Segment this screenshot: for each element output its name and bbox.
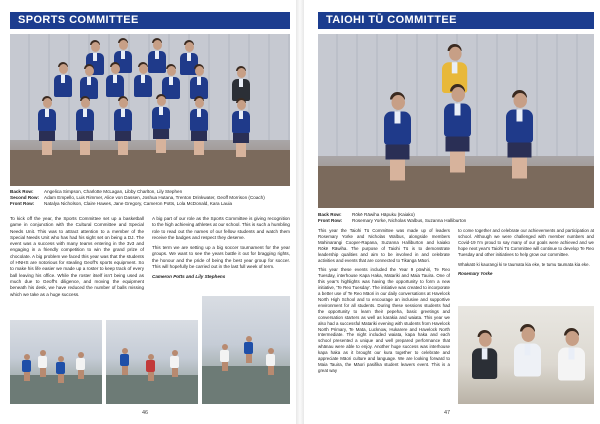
sports-committee-photo: [10, 34, 290, 186]
person: [190, 64, 208, 99]
paragraph: Whakatō ki kaurangi ki te taumata kia eke, te tumu taumata kia eke.: [458, 261, 590, 267]
player: [56, 356, 65, 383]
caption-line: Back Row: Angelica Simpson, Charlotte McLagan, Libby Charlton, Lily Stephen: [10, 189, 183, 194]
person: [134, 62, 152, 97]
person: [114, 96, 132, 155]
person: [384, 92, 411, 181]
taiohi-tu-committee-title: TAIOHI TŪ COMMITTEE: [318, 12, 594, 29]
person: [232, 98, 250, 157]
taiohi-tu-photo: [318, 34, 594, 208]
sports-column-1: [10, 216, 144, 302]
sports-column-2: [152, 216, 290, 285]
volleyball-photo: [202, 296, 290, 404]
player: [22, 354, 31, 381]
page-right: [304, 0, 600, 424]
person: [472, 330, 497, 379]
paragraph: This year the Taiohi Tū Committee was made up of leaders Rosemary Yorke and Nicholas Walbus, alongside members Mahinarangi Cooper-Rapana, Suzanna Halliburton and kaiako Rōkē Rāwiha. The purpose of Taiohi Tū is to demonstrate leadership qualities and aim to be involved in and celebrate activities and events that are connected to Tikanga Māori.: [318, 228, 450, 263]
caption-line: Second Row: Adam Empello, Luis Rimmer, Alice von Dassen, Joshua Hutana, Trenton Drinkwater, Geoff Morrison (Coach): [10, 195, 265, 201]
netball-photo: [106, 320, 198, 404]
player: [170, 350, 179, 377]
caption-line: Front Row: Natalya Nicholson, Claire Hawes, Jane Gregory, Cameron Potts, Lola McDonald, Kara Lauia: [10, 201, 233, 207]
player: [244, 336, 253, 363]
person: [106, 62, 124, 97]
player: [76, 352, 85, 379]
event-photo: [458, 306, 594, 404]
player: [146, 354, 155, 381]
page-number: 47: [444, 410, 451, 416]
basketball-photo: [10, 320, 102, 404]
sports-committee-title: SPORTS COMMITTEE: [10, 12, 290, 29]
person: [558, 328, 585, 381]
person: [54, 62, 72, 97]
person: [444, 84, 471, 173]
player: [120, 348, 129, 375]
taiohi-photo-caption: [318, 212, 594, 224]
person: [38, 96, 56, 155]
paragraph: to come together and celebrate our achievements and participation at school. Although we were challenged with member numbers and Covid-19 I'm proud to say many of our goals were achieved and we hope next year's Taiohi Tū Committee will continue to develop Te Reo Tuesday and other initiatives to help grow our committee.: [458, 228, 594, 257]
paragraph: This term we are setting up a big soccer tournament for the year groups. We want to see the years battle it out for bragging rights, the honour and the pride of being the best year group for soccer. This will hopefully be carried out in the last full week of term.: [152, 245, 290, 270]
person: [152, 94, 170, 153]
page-left: [0, 0, 296, 424]
caption-line: Front Row: Rosemary Yorke, Nicholas Walbus, Suzanna Halliburton: [318, 218, 467, 224]
paragraph: A big part of our role as the Sports Committee is giving recognition to the high achieving athletes at our school. This is such a humbling role to read out the names of our fellow students and watch them receive the badges and respect they deserve.: [152, 216, 290, 240]
person: [80, 64, 98, 99]
taiohi-column-1: [318, 228, 450, 378]
player: [266, 348, 275, 375]
person: [190, 96, 208, 155]
paragraph: This year these events included the Year 9 pōwhiri, Te Reo Tuesday, interhouse Kapa Haka, Matariki and Maia Tauira. One of this year's highlights was having the opportunity to form a new initiative, 'Te Reo Tuesday'. The initiative was created to incorporate a better use of Te Reo Māori in our daily conversations at Havelock North High School and to encourage an inclusive and supportive environment for all students. During these sessions students had the opportunity to learn their pepeha, basic greetings and conversation starters as well as karakia and waiata. This year we also had a successful Matariki evening with students from Havelock North Primary, Te Mata, Lucknow, Hukarere and Havelock North Intermediate. The night included waiata, kapa haka and each school presented a unique and well prepared performance that whānau were able to enjoy. Another huge success was interhouse kapa haka as it brought our kura together to celebrate and appreciate Māori culture and language. We are looking forward to Maia Tauira, the Māori pasifika student leavers event. This is a great way: [318, 267, 450, 373]
person: [76, 96, 94, 155]
taiohi-column-2: [458, 228, 594, 281]
sports-photo-caption: [10, 189, 290, 208]
person-coach: [232, 66, 250, 101]
person: [514, 324, 541, 377]
signature: Rosemary Yorke: [458, 271, 493, 277]
player: [220, 344, 229, 371]
player: [38, 350, 47, 377]
caption-line: Back Row: Rōkē Rāwiha Hāpuku (Kaiako): [318, 212, 415, 217]
signature: Cameron Potts and Lily Stephens: [152, 274, 226, 280]
page-number: 46: [142, 410, 149, 416]
page-gutter: [296, 0, 304, 424]
paragraph: To kick off the year, the Sports Committee set up a basketball game in conjunction with the Cultural Committee and Special Needs Unit. This was to attract attention to a member of the Special Needs Unit who has had his sight set on being a DJ. The event was a success with many teams entering in the 3v3 and engaging in a friendly competition to win the grand prize of chocolate. A big problem we faced this year was that the students of HNHS are notorious for stealing Geoff's sports equipment. So to make his life easier we made up a roster to keep track of every ball leaving his office. While the roster itself isn't being used as much due to Geoff's diligence, and moving the equipment beneath his desk, we have reduced the number of balls missing which we take as a huge success.: [10, 216, 144, 297]
person: [506, 90, 533, 179]
